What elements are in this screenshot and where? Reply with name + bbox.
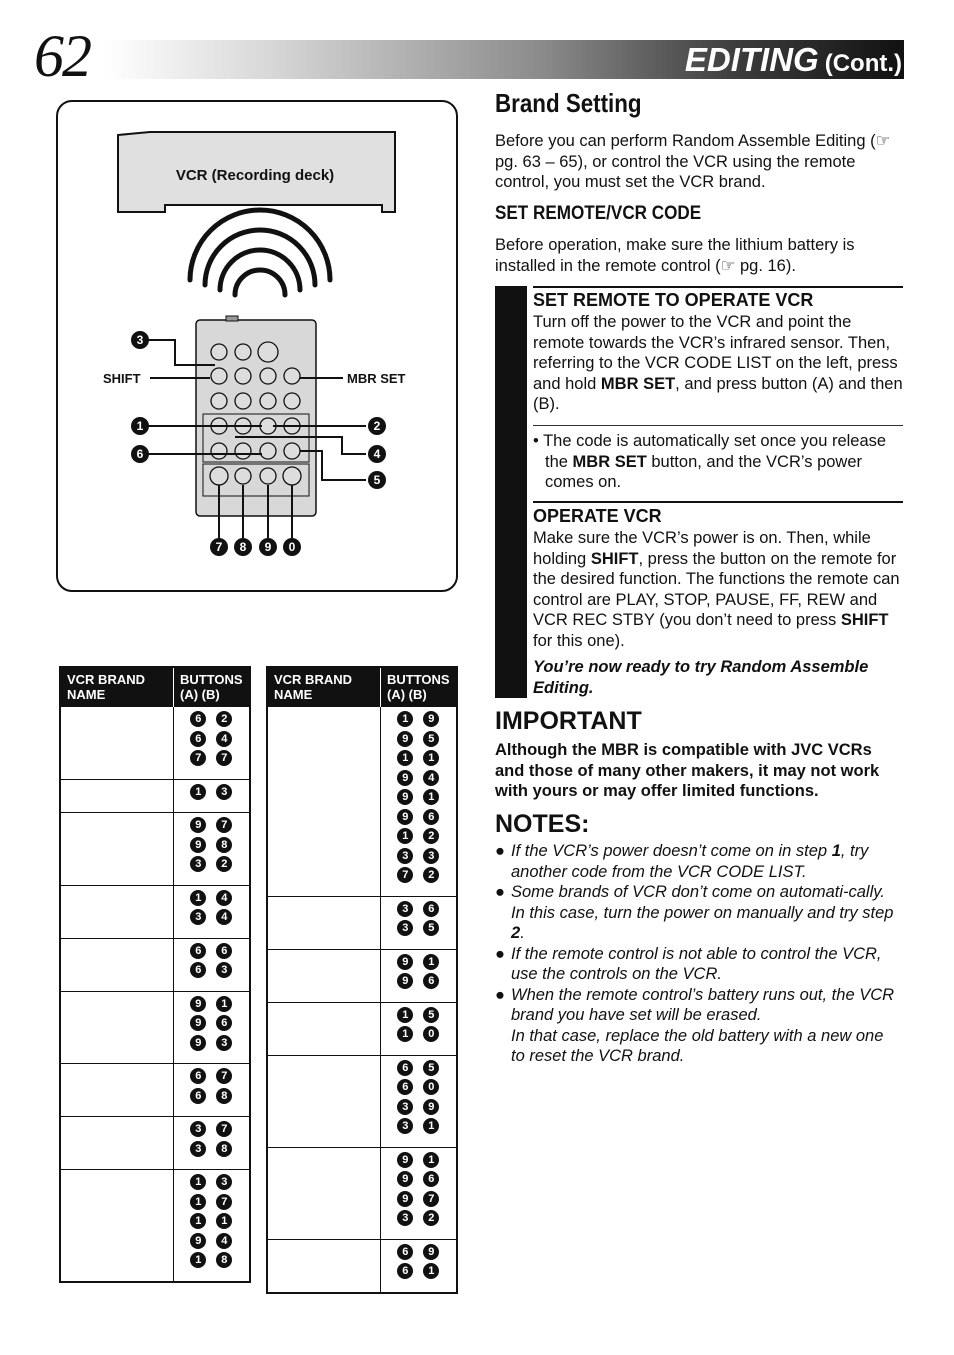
code-pair xyxy=(174,1121,249,1141)
step1-bullet-c: button, and the VCR’s power comes on. xyxy=(545,452,863,491)
buttons-cell xyxy=(174,813,250,886)
buttons-cell xyxy=(174,885,250,938)
intro-text: Before you can perform Random Assemble Editing (☞ pg. 63 – 65), or control the VCR using the remote control, you must set the VCR brand. xyxy=(495,132,891,191)
code-pair xyxy=(174,856,249,876)
note-2c: . xyxy=(520,924,525,942)
table-row xyxy=(267,1239,457,1293)
code-pair xyxy=(174,962,249,982)
code-pair xyxy=(381,828,456,848)
button-b-code: 2 xyxy=(423,1210,439,1226)
button-a-code: 1 xyxy=(190,1252,206,1268)
section-title: Brand Setting xyxy=(495,88,642,118)
col-brand-name: VCR BRAND NAME xyxy=(60,667,174,707)
col-brand-name: VCR BRAND NAME xyxy=(267,667,381,707)
button-b-code: 7 xyxy=(216,1068,232,1084)
button-b-code: 5 xyxy=(423,731,439,747)
button-b-code: 8 xyxy=(216,1088,232,1104)
brand-name-cell xyxy=(60,991,174,1064)
button-b-code: 7 xyxy=(216,817,232,833)
button-b-code: 4 xyxy=(423,770,439,786)
button-b-code: 2 xyxy=(423,828,439,844)
callout-4: 4 xyxy=(373,447,381,461)
note-1a: If the VCR’s power doesn’t come on in step xyxy=(511,842,832,860)
code-pair xyxy=(174,784,249,804)
vcr-code-table-right xyxy=(266,666,458,1294)
button-b-code: 1 xyxy=(216,996,232,1012)
button-a-code: 9 xyxy=(190,1015,206,1031)
subsection-text: Before operation, make sure the lithium battery is installed in the remote control (☞ pg. 16). xyxy=(495,236,855,275)
brand-name-cell xyxy=(60,885,174,938)
callout-3: 3 xyxy=(136,333,144,347)
button-a-code: 9 xyxy=(397,1171,413,1187)
table-row xyxy=(60,1064,250,1117)
page-number: 62 xyxy=(34,23,90,89)
code-pair xyxy=(381,1026,456,1046)
col-buttons: BUTTONS (A) (B) xyxy=(381,667,457,707)
step1-text-c: , and press button (A) and then (B). xyxy=(533,374,903,413)
button-b-code: 3 xyxy=(216,1035,232,1051)
code-pair xyxy=(174,1194,249,1214)
step1-divider xyxy=(533,425,903,426)
table-row xyxy=(267,949,457,1002)
buttons-cell xyxy=(174,779,250,813)
callout-1: 1 xyxy=(136,419,144,433)
table-row xyxy=(60,885,250,938)
button-a-code: 7 xyxy=(397,867,413,883)
button-a-code: 3 xyxy=(397,920,413,936)
brand-name-cell xyxy=(267,1055,381,1147)
code-pair xyxy=(174,1252,249,1272)
notes-list xyxy=(495,841,900,1067)
code-pair xyxy=(174,909,249,929)
table-row xyxy=(60,707,250,780)
code-pair xyxy=(174,1035,249,1055)
brand-name-cell xyxy=(60,1117,174,1170)
button-a-code: 1 xyxy=(397,711,413,727)
step1-text xyxy=(533,312,903,415)
table-row xyxy=(60,938,250,991)
code-pair xyxy=(174,1213,249,1233)
button-b-code: 1 xyxy=(423,789,439,805)
button-a-code: 9 xyxy=(397,731,413,747)
code-pair xyxy=(381,1152,456,1172)
code-pair xyxy=(174,943,249,963)
buttons-cell xyxy=(381,1147,457,1239)
brand-name-cell xyxy=(60,813,174,886)
button-a-code: 6 xyxy=(397,1244,413,1260)
callout-7: 7 xyxy=(215,540,223,554)
note-4: ● When the remote control’s battery runs out, the VCR brand you have set will be erased. In that case, replace the old battery with a new one to reset the VCR brand. xyxy=(495,985,895,1065)
button-b-code: 9 xyxy=(423,1099,439,1115)
step2-t2: SHIFT xyxy=(590,549,639,568)
brand-name-cell xyxy=(267,896,381,949)
button-b-code: 5 xyxy=(423,1060,439,1076)
table-row xyxy=(267,896,457,949)
step1-bullet-b: MBR SET xyxy=(572,452,647,471)
button-a-code: 3 xyxy=(190,909,206,925)
code-pair xyxy=(174,731,249,751)
code-pair xyxy=(381,973,456,993)
brand-name-cell xyxy=(60,707,174,780)
step2-title: OPERATE VCR xyxy=(533,506,662,526)
button-a-code: 1 xyxy=(190,890,206,906)
button-a-code: 9 xyxy=(397,954,413,970)
note-3: ● If the remote control is not able to control the VCR, use the controls on the VCR. xyxy=(495,944,900,985)
button-b-code: 9 xyxy=(423,1244,439,1260)
callout-0: 0 xyxy=(288,540,296,554)
button-b-code: 3 xyxy=(216,784,232,800)
code-pair xyxy=(381,750,456,770)
callout-6: 6 xyxy=(136,447,144,461)
table-row xyxy=(60,1117,250,1170)
button-a-code: 1 xyxy=(190,784,206,800)
button-b-code: 7 xyxy=(216,1194,232,1210)
vcr-label: VCR (Recording deck) xyxy=(175,167,335,184)
step2-number: 2 xyxy=(496,504,518,553)
button-b-code: 2 xyxy=(423,867,439,883)
step-sidebar xyxy=(495,286,527,698)
button-a-code: 3 xyxy=(397,1210,413,1226)
callout-5: 5 xyxy=(373,473,381,487)
step1-rule xyxy=(533,286,903,288)
important-text: Although the MBR is compatible with JVC VCRs and those of many other makers, it may not work with yours or may offer limited functions. xyxy=(495,741,880,800)
step2-t1: Make sure the VCR’s power is on. Then, while holding xyxy=(533,529,871,568)
button-a-code: 6 xyxy=(190,1088,206,1104)
title-text: EDITING xyxy=(684,41,819,78)
brand-name-cell xyxy=(60,1170,174,1282)
notes-title: NOTES: xyxy=(495,810,590,838)
code-pair xyxy=(381,1007,456,1027)
button-a-code: 3 xyxy=(397,1118,413,1134)
button-b-code: 6 xyxy=(423,809,439,825)
button-a-code: 1 xyxy=(190,1194,206,1210)
button-a-code: 9 xyxy=(397,789,413,805)
button-b-code: 8 xyxy=(216,837,232,853)
button-b-code: 1 xyxy=(423,1263,439,1279)
button-b-code: 5 xyxy=(423,920,439,936)
button-a-code: 9 xyxy=(397,1152,413,1168)
buttons-cell xyxy=(174,1064,250,1117)
button-a-code: 6 xyxy=(190,711,206,727)
button-b-code: 4 xyxy=(216,890,232,906)
button-a-code: 3 xyxy=(190,1121,206,1137)
button-a-code: 9 xyxy=(397,809,413,825)
step2-rule xyxy=(533,501,903,503)
brand-name-cell xyxy=(267,1147,381,1239)
note-1: ● If the VCR’s power doesn’t come on in step 1, try another code from the VCR CODE LIST. xyxy=(495,842,869,881)
code-pair xyxy=(381,1210,456,1230)
remote-diagram-art xyxy=(0,0,470,600)
mbr-set-label: MBR SET xyxy=(347,371,406,386)
code-pair xyxy=(174,711,249,731)
button-b-code: 0 xyxy=(423,1026,439,1042)
note-3-text: If the remote control is not able to control the VCR, use the controls on the VCR. xyxy=(511,944,882,983)
button-b-code: 1 xyxy=(423,954,439,970)
button-b-code: 4 xyxy=(216,731,232,747)
brand-name-cell xyxy=(60,1064,174,1117)
button-b-code: 5 xyxy=(423,1007,439,1023)
table-left-body xyxy=(60,707,250,1282)
buttons-cell xyxy=(381,949,457,1002)
note-2: ● Some brands of VCR don’t come on automati-cally. In this case, turn the power on manually and try step 2. xyxy=(495,883,894,942)
code-pair xyxy=(381,1099,456,1119)
button-a-code: 6 xyxy=(397,1079,413,1095)
button-b-code: 3 xyxy=(216,1174,232,1190)
buttons-cell xyxy=(174,707,250,780)
button-a-code: 3 xyxy=(190,856,206,872)
buttons-cell xyxy=(381,1055,457,1147)
title-cont: (Cont.) xyxy=(824,50,902,77)
button-b-code: 1 xyxy=(216,1213,232,1229)
button-a-code: 7 xyxy=(190,750,206,766)
code-pair xyxy=(174,1174,249,1194)
table-right-body xyxy=(267,707,457,1293)
note-2b: 2 xyxy=(511,924,521,942)
button-b-code: 0 xyxy=(423,1079,439,1095)
code-pair xyxy=(381,1060,456,1080)
buttons-cell xyxy=(174,938,250,991)
buttons-cell xyxy=(174,991,250,1064)
button-b-code: 7 xyxy=(423,1191,439,1207)
note-1c: , try another code from the VCR CODE LIST. xyxy=(511,842,869,881)
button-b-code: 6 xyxy=(423,1171,439,1187)
button-a-code: 3 xyxy=(397,901,413,917)
button-a-code: 6 xyxy=(397,1263,413,1279)
button-a-code: 9 xyxy=(190,996,206,1012)
button-b-code: 8 xyxy=(216,1141,232,1157)
button-a-code: 3 xyxy=(397,848,413,864)
button-b-code: 6 xyxy=(423,973,439,989)
vcr-code-table-left xyxy=(59,666,251,1283)
step1-bullet xyxy=(533,431,905,493)
code-pair xyxy=(381,848,456,868)
table-row xyxy=(267,1055,457,1147)
step2-t5: for this one). xyxy=(533,631,625,650)
button-a-code: 1 xyxy=(397,750,413,766)
button-a-code: 6 xyxy=(190,731,206,747)
buttons-cell xyxy=(174,1170,250,1282)
button-a-code: 1 xyxy=(397,1026,413,1042)
shift-label: SHIFT xyxy=(103,371,141,386)
step1-text-b: MBR SET xyxy=(600,374,676,393)
button-a-code: 3 xyxy=(397,1099,413,1115)
button-a-code: 3 xyxy=(190,1141,206,1157)
step2-t3: , press the button on the remote for the desired function. The functions the remote can control are PLAY, STOP, PAUSE, FF, REW and VCR REC STBY (you don’t need to press xyxy=(533,549,900,629)
code-pair xyxy=(381,867,456,887)
note-4b: In that case, replace the old battery with a new one to reset the VCR brand. xyxy=(511,1026,884,1065)
code-pair xyxy=(174,1068,249,1088)
button-a-code: 1 xyxy=(190,1213,206,1229)
button-b-code: 9 xyxy=(423,711,439,727)
table-row xyxy=(267,1147,457,1239)
button-a-code: 6 xyxy=(190,943,206,959)
brand-name-cell xyxy=(267,949,381,1002)
step1-bullet-a: • The code is automatically set once you release the xyxy=(533,432,887,471)
step2-text xyxy=(533,528,903,651)
page-title xyxy=(685,38,902,86)
step2-t4: SHIFT xyxy=(840,611,889,629)
code-pair xyxy=(381,1118,456,1138)
callout-9: 9 xyxy=(264,540,272,554)
buttons-cell xyxy=(381,896,457,949)
subsection-title: SET REMOTE/VCR CODE xyxy=(495,203,702,224)
code-pair xyxy=(381,954,456,974)
code-pair xyxy=(174,817,249,837)
code-pair xyxy=(174,750,249,770)
code-pair xyxy=(381,789,456,809)
button-b-code: 2 xyxy=(216,856,232,872)
buttons-cell xyxy=(381,1002,457,1055)
brand-name-cell xyxy=(60,938,174,991)
table-row xyxy=(267,1002,457,1055)
button-a-code: 1 xyxy=(397,1007,413,1023)
ready-text: You’re now ready to try Random Assemble Editing. xyxy=(533,658,869,697)
button-a-code: 9 xyxy=(190,837,206,853)
code-pair xyxy=(381,1079,456,1099)
button-b-code: 8 xyxy=(216,1252,232,1268)
button-b-code: 7 xyxy=(216,1121,232,1137)
table-row xyxy=(60,779,250,813)
button-b-code: 6 xyxy=(423,901,439,917)
button-a-code: 9 xyxy=(397,770,413,786)
button-a-code: 9 xyxy=(397,973,413,989)
code-pair xyxy=(174,1141,249,1161)
button-b-code: 2 xyxy=(216,711,232,727)
brand-name-cell xyxy=(267,1002,381,1055)
button-b-code: 1 xyxy=(423,1152,439,1168)
button-a-code: 9 xyxy=(190,817,206,833)
code-pair xyxy=(381,770,456,790)
step1-title: SET REMOTE TO OPERATE VCR xyxy=(533,290,814,310)
button-b-code: 6 xyxy=(216,943,232,959)
code-pair xyxy=(381,901,456,921)
code-pair xyxy=(381,1191,456,1211)
button-b-code: 7 xyxy=(216,750,232,766)
col-buttons: BUTTONS (A) (B) xyxy=(174,667,250,707)
brand-name-cell xyxy=(267,1239,381,1293)
button-a-code: 9 xyxy=(190,1035,206,1051)
button-b-code: 1 xyxy=(423,750,439,766)
note-2a: Some brands of VCR don’t come on automati-cally. In this case, turn the power on manually and try step xyxy=(511,883,894,922)
code-pair xyxy=(381,1244,456,1264)
button-a-code: 6 xyxy=(397,1060,413,1076)
code-pair xyxy=(174,1233,249,1253)
code-pair xyxy=(174,1015,249,1035)
button-a-code: 9 xyxy=(190,1233,206,1249)
brand-name-cell xyxy=(267,707,381,897)
step1-number: 1 xyxy=(496,289,518,338)
button-b-code: 6 xyxy=(216,1015,232,1031)
callout-8: 8 xyxy=(239,540,247,554)
buttons-cell xyxy=(381,1239,457,1293)
button-a-code: 6 xyxy=(190,1068,206,1084)
button-b-code: 1 xyxy=(423,1118,439,1134)
button-a-code: 1 xyxy=(397,828,413,844)
code-pair xyxy=(174,1088,249,1108)
button-a-code: 6 xyxy=(190,962,206,978)
table-row xyxy=(60,991,250,1064)
table-row xyxy=(60,813,250,886)
button-a-code: 9 xyxy=(397,1191,413,1207)
code-pair xyxy=(381,1263,456,1283)
step1-text-a: Turn off the power to the VCR and point the remote towards the VCR’s infrared sensor. Then, referring to the VCR CODE LIST on the left, press and hold xyxy=(533,313,898,393)
code-pair xyxy=(381,1171,456,1191)
code-pair xyxy=(381,809,456,829)
callout-2: 2 xyxy=(373,419,381,433)
button-a-code: 1 xyxy=(190,1174,206,1190)
brand-name-cell xyxy=(60,779,174,813)
button-b-code: 4 xyxy=(216,1233,232,1249)
code-pair xyxy=(381,711,456,731)
code-pair xyxy=(381,920,456,940)
code-pair xyxy=(174,837,249,857)
table-row xyxy=(267,707,457,897)
note-1b: 1 xyxy=(831,842,841,860)
table-row xyxy=(60,1170,250,1282)
code-pair xyxy=(174,890,249,910)
buttons-cell xyxy=(381,707,457,897)
important-title: IMPORTANT xyxy=(495,707,642,735)
note-4a: When the remote control’s battery runs out, the VCR brand you have set will be erased. xyxy=(511,985,895,1024)
button-b-code: 3 xyxy=(216,962,232,978)
code-pair xyxy=(381,731,456,751)
buttons-cell xyxy=(174,1117,250,1170)
button-b-code: 4 xyxy=(216,909,232,925)
code-pair xyxy=(174,996,249,1016)
button-b-code: 3 xyxy=(423,848,439,864)
